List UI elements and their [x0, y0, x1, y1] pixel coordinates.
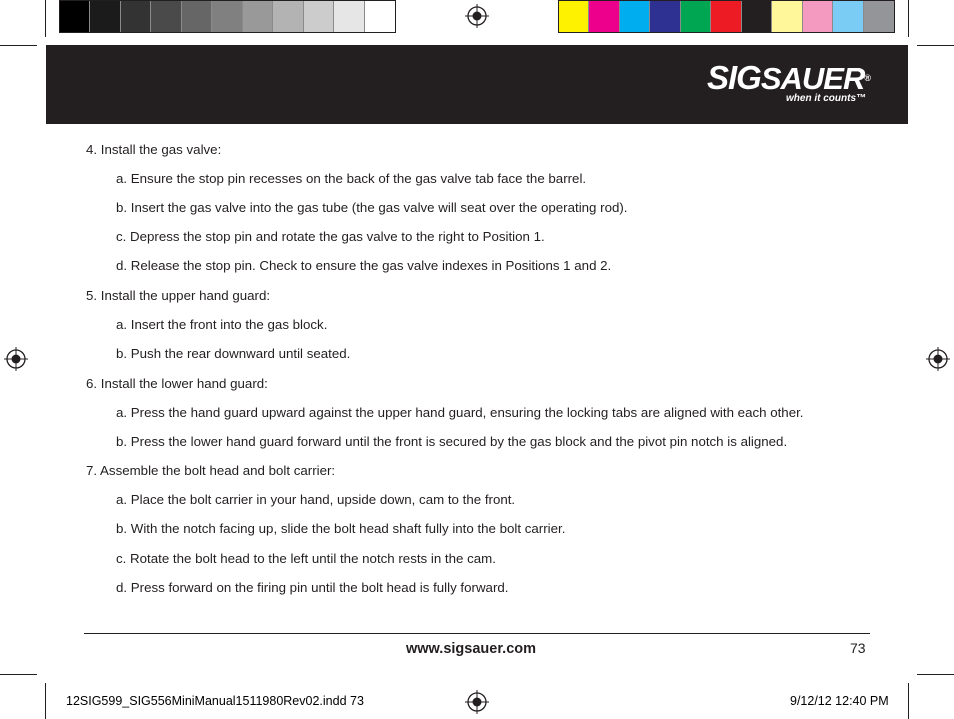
crop-mark-top-right-vertical	[908, 0, 909, 37]
grayscale-swatch-10	[334, 1, 364, 32]
step-7d: d. Press forward on the firing pin until the bolt head is fully forward.	[116, 580, 509, 595]
crop-mark-bottom-left-vertical	[45, 683, 46, 719]
process-swatch-8	[772, 1, 802, 32]
logo-wordmark	[706, 59, 870, 96]
process-swatch-10	[833, 1, 863, 32]
process-swatch-7	[742, 1, 772, 32]
step-4c: c. Depress the stop pin and rotate the gas valve to the right to Position 1.	[116, 229, 545, 244]
step-7c: c. Rotate the bolt head to the left until the notch rests in the cam.	[116, 551, 496, 566]
logo-tagline: when it counts™	[786, 93, 866, 104]
header-band	[46, 45, 908, 124]
step-6-heading: 6. Install the lower hand guard:	[86, 376, 268, 391]
process-swatch-5	[681, 1, 711, 32]
grayscale-swatch-3	[121, 1, 151, 32]
crop-mark-top-left-vertical	[45, 0, 46, 37]
process-color-bar	[558, 0, 895, 33]
process-swatch-6	[711, 1, 741, 32]
step-4b: b. Insert the gas valve into the gas tube (the gas valve will seat over the operating rod).	[116, 200, 628, 215]
logo-sig: SIG	[706, 59, 761, 96]
crop-mark-bottom-right-horizontal	[917, 674, 954, 675]
slug-filename: 12SIG599_SIG556MiniManual1511980Rev02.indd 73	[66, 694, 364, 708]
process-swatch-3	[620, 1, 650, 32]
step-6b: b. Press the lower hand guard forward until the front is secured by the gas block and the pivot pin notch is aligned.	[116, 434, 788, 449]
registration-mark-icon	[465, 690, 489, 714]
step-4a: a. Ensure the stop pin recesses on the back of the gas valve tab face the barrel.	[116, 171, 587, 186]
grayscale-swatch-6	[212, 1, 242, 32]
crop-mark-bottom-left-horizontal	[0, 674, 37, 675]
crop-mark-bottom-right-vertical	[908, 683, 909, 719]
website-link[interactable]: www.sigsauer.com	[406, 641, 537, 657]
logo-registered-mark: ®	[864, 73, 870, 83]
process-swatch-9	[803, 1, 833, 32]
registration-mark-icon	[465, 4, 489, 28]
grayscale-swatch-2	[90, 1, 120, 32]
process-swatch-4	[650, 1, 680, 32]
step-7-heading: 7. Assemble the bolt head and bolt carrier:	[86, 463, 336, 478]
registration-mark-icon	[4, 347, 28, 371]
step-7a: a. Place the bolt carrier in your hand, upside down, cam to the front.	[116, 492, 516, 507]
step-6a: a. Press the hand guard upward against the upper hand guard, ensuring the locking tabs are aligned with each other.	[116, 405, 804, 420]
grayscale-swatch-8	[273, 1, 303, 32]
crop-mark-top-left-horizontal	[0, 45, 37, 46]
grayscale-swatch-11	[365, 1, 395, 32]
grayscale-swatch-7	[243, 1, 273, 32]
step-5b: b. Push the rear downward until seated.	[116, 346, 351, 361]
grayscale-swatch-9	[304, 1, 334, 32]
grayscale-swatch-5	[182, 1, 212, 32]
step-7b: b. With the notch facing up, slide the bolt head shaft fully into the bolt carrier.	[116, 521, 566, 536]
step-5-heading: 5. Install the upper hand guard:	[86, 288, 271, 303]
grayscale-swatch-4	[151, 1, 181, 32]
step-4d: d. Release the stop pin. Check to ensure the gas valve indexes in Positions 1 and 2.	[116, 258, 612, 273]
step-5a: a. Insert the front into the gas block.	[116, 317, 328, 332]
footer-rule	[84, 633, 870, 634]
slug-datetime: 9/12/12 12:40 PM	[790, 694, 889, 708]
registration-mark-icon	[926, 347, 950, 371]
grayscale-swatch-1	[60, 1, 90, 32]
logo-sauer: SAUER	[760, 61, 865, 96]
sig-sauer-logo	[706, 59, 870, 105]
grayscale-color-bar	[59, 0, 396, 33]
crop-mark-top-right-horizontal	[917, 45, 954, 46]
process-swatch-11	[864, 1, 894, 32]
step-4-heading: 4. Install the gas valve:	[86, 142, 222, 157]
process-swatch-2	[589, 1, 619, 32]
page-number: 73	[850, 640, 866, 656]
process-swatch-1	[559, 1, 589, 32]
